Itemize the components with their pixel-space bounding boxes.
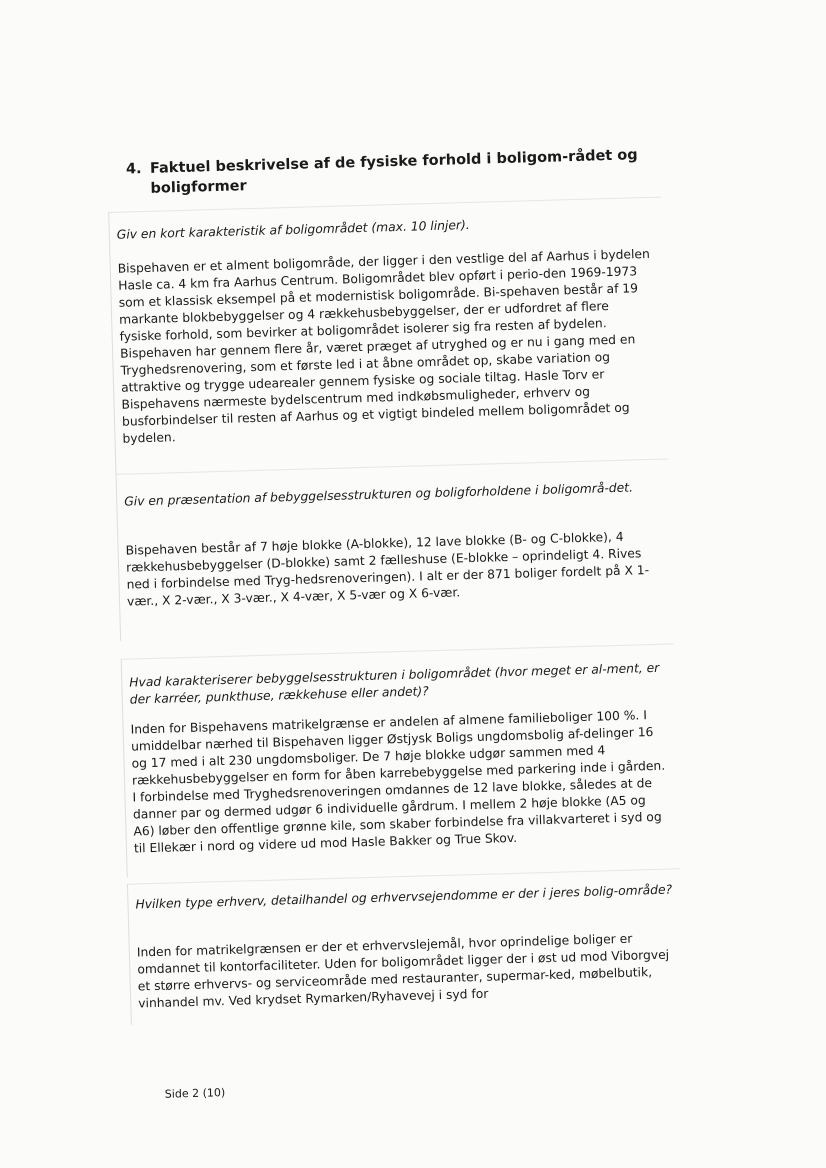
section-title: Faktuel beskrivelse af de fysiske forhold i boligom-rådet og boligformer bbox=[149, 147, 638, 197]
answer-2: Bispehaven består af 7 høje blokke (A-blokke), 12 lave blokke (B- og C-blokke), 4 rækkehusbebyggelser (D-blokke) samt 2 fælleshuse (E-blokke – oprindeligt 4. Rives ned i forbindelse med Tryg-hedsrenoveringen). I alt er der 871 boliger fordelt på X 1-vær., X 2-vær., X 3-vær., X 4-vær, X 5-vær og X 6-vær. bbox=[125, 529, 650, 609]
question-2: Giv en præsentation af bebyggelsesstrukturen og boligforholdene i boligområ-det. bbox=[124, 480, 634, 509]
question-4: Hvilken type erhverv, detailhandel og erhvervsejendomme er der i jeres bolig-område? bbox=[135, 882, 673, 912]
answer-1: Bispehaven er et alment boligområde, der ligger i den vestlige del af Aarhus i bydelen Hasle ca. 4 km fra Aarhus Centrum. Boligområdet blev opført i perio-den 1969-1973 som et klassisk eksempel på et modernistisk boligområde. Bi-spehaven består af 19 markante blokbebyggelser og 4 rækkehusbebyggelser, der er udfordret af flere fysiske forhold, som bevirker at boligområdet isolerer sig fra resten af bydelen. Bispehaven har gennem flere år, været præget af utryghed og er nu i gang med en Tryghedsrenovering, som et første led i at åbne området op, skabe variation og attraktive og trygge udearealer gennem fysiske og sociale tiltag. Hasle Torv er Bispehavens nærmeste bydelscentrum med indkøbsmuligheder, erhverv og busforbindelser til resten af Aarhus og et vigtigt bindeled mellem boligområdet og bydelen. bbox=[117, 246, 650, 446]
section-heading bbox=[126, 145, 647, 200]
question-1: Giv en kort karakteristik af boligområdet (max. 10 linjer). bbox=[116, 217, 470, 242]
answer-4: Inden for matrikelgrænsen er der et erhvervslejemål, hvor oprindelige boliger er omdannet til kontorfaciliteter. Uden for boligområdet ligger der i øst ud mod Viborgvej et større erhvervs- og serviceområde med restauranter, supermar-ked, møbelbutik, vinhandel mv. Ved krydset Rymarken/Ryhavevej i syd for bbox=[136, 931, 670, 1011]
answer-3: Inden for Bispehavens matrikelgrænse er andelen af almene familieboliger 100 %. I umiddelbar nærhed til Bispehaven ligger Østjysk Boligs ungdomsbolig af-delinger 16 og 17 med i alt 230 ungdomsboliger. De 7 høje blokke udgør sammen med 4 rækkehusbebyggelser en form for åben karrebebyggelse med parkering inde i gården. I forbindelse med Tryghedsrenoveringen omdannes de 12 lave blokke, således at de danner par og dermed udgør 6 individuelle gårdrum. I mellem 2 høje blokke (A5 og A6) løber den offentlige grønne kile, som skaber forbindelse fra villakvarteret i syd og til Ellekær i nord og videre ud mod Hasle Bakker og True Skov. bbox=[130, 708, 666, 856]
section-number: 4. bbox=[125, 161, 142, 178]
page-footer: Side 2 (10) bbox=[164, 1086, 226, 1101]
question-3: Hvad karakteriserer bebyggelsesstrukturen i boligområdet (hvor meget er al-ment, er der karréer, punkthuse, rækkehuse eller andet)? bbox=[129, 660, 660, 707]
